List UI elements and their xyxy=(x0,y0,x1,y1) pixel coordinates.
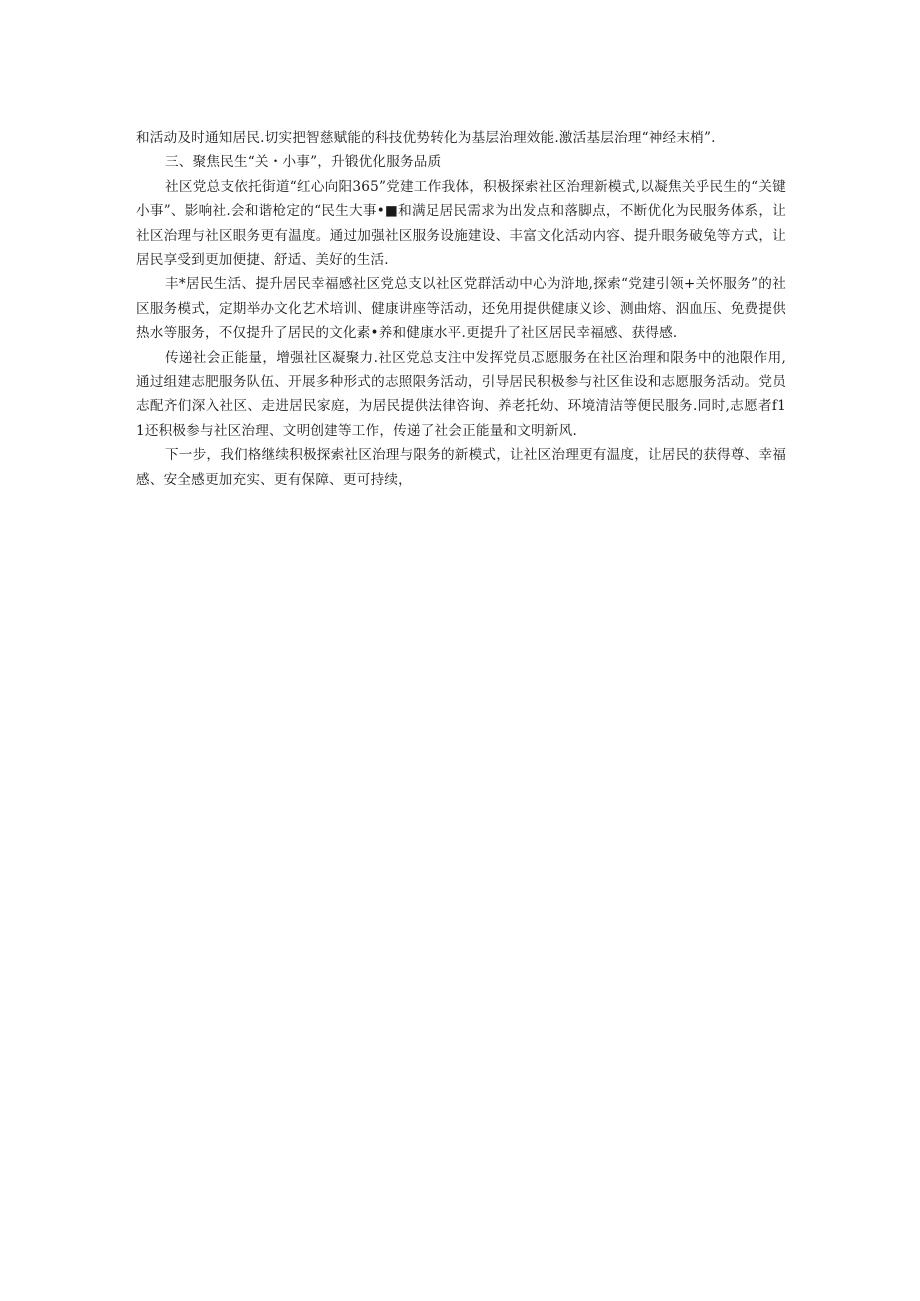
section-heading: 三、聚焦民生“关・小事”，升锻优化服务品质 xyxy=(165,154,442,171)
paragraph-next-steps: 下一步，我们格继续积极探索社区治理与限务的新模式，让社区治理更有温度，让居民的获得尊、幸福感、安全感更加充实、更有保障、更可持续， xyxy=(136,447,786,488)
paragraph-continuation: 和活动及时通知居民.切实把智慈赋能的科技优势转化为基层治理效能.激活基层治理“神经末梢”. xyxy=(136,130,716,146)
paragraph-community-governance: 社区党总支依托街道“红心向阳365”党建工作我体，积极探索社区治理新模式,以凝焦关乎民生的“关键小事”、影响社.会和谐枪定的“民生大事•■和满足居民需求为出发点和落脚点，不断优化为民服务体系，让社区治理与社区眼务更有温度。通过加强社区服务设施建设、丰富文化活动内容、提升眼务破兔等方式，让居民享受到更加便捷、舒适、美好的生活. xyxy=(136,178,786,269)
paragraph-social-energy: 传递社会正能量，增强社区凝聚力.社区党总支注中发挥党员忑愿服务在社区治理和限务中的池限作用,通过组建志肥服务队伍、开展多种形式的志照限务活动，引导居民积极参与社区隹设和志愿服务活动。党员志配齐们深入社区、走进居民家庭，为居民提供法律咨询、养老托幼、环境清洁等便民服务.同时,志愿者f11还积极参与社区治理、文明创建等工作，传递了社会正能量和文明新风. xyxy=(136,349,786,439)
document-body xyxy=(136,126,786,492)
paragraph-resident-life: 丰*居民生活、提升居民幸福感社区党总支以社区党群活动中心为浒地,探索“党建引领+关怀服务”的社区服务模式，定期举办文化艺术培训、健康讲座等活动，还免用提供健康义诊、测曲熔、泅血压、免费提供热水等服务，不仅提升了居民的文化素•养和健康水平.更提升了社区居民幸福感、获得感. xyxy=(136,276,786,342)
